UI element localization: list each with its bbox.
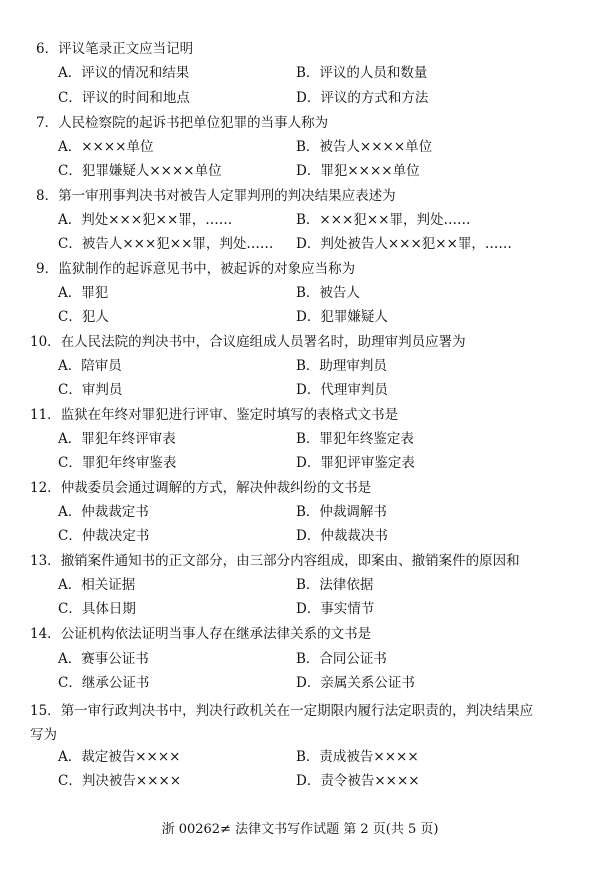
question-number: 12． <box>30 480 61 496</box>
option-15c: C．判决被告×××× <box>58 773 182 789</box>
question-9 <box>36 260 566 278</box>
question-number: 7． <box>36 115 59 131</box>
question-number: 14． <box>30 626 61 642</box>
option-14c: C．继承公证书 <box>58 675 150 691</box>
question-stem: 监狱在年终对罪犯进行评审、鉴定时填写的表格式文书是 <box>60 407 399 423</box>
option-11a: A．罪犯年终评审表 <box>58 431 176 447</box>
option-13d: D．事实情节 <box>296 601 375 617</box>
question-number: 10． <box>30 334 61 350</box>
option-13a: A．相关证据 <box>58 577 136 593</box>
option-10b: B．助理审判员 <box>296 358 387 374</box>
option-9d: D．犯罪嫌疑人 <box>296 309 388 325</box>
option-11c: C．罪犯年终审鉴表 <box>58 455 177 471</box>
question-15 <box>30 699 534 747</box>
question-10 <box>30 333 566 351</box>
option-8a: A．判处×××犯××罪，…… <box>58 212 233 228</box>
option-9c: C．犯人 <box>58 309 109 325</box>
question-7 <box>36 114 566 132</box>
question-8 <box>36 187 566 205</box>
option-13b: B．法律依据 <box>296 577 374 593</box>
option-12b: B．仲裁调解书 <box>296 504 387 520</box>
option-6d: D．评议的方式和方法 <box>296 90 429 106</box>
question-13 <box>30 552 566 570</box>
option-11d: D．罪犯评审鉴定表 <box>296 455 415 471</box>
question-stem: 仲裁委员会通过调解的方式，解决仲裁纠纷的文书是 <box>60 480 372 496</box>
option-6c: C．评议的时间和地点 <box>58 90 190 106</box>
question-6 <box>36 40 566 58</box>
option-12c: C．仲裁决定书 <box>58 528 150 544</box>
option-10d: D．代理审判员 <box>296 382 388 398</box>
option-12a: A．仲裁裁定书 <box>58 504 149 520</box>
question-stem: 公证机构依法证明当事人存在继承法律关系的文书是 <box>60 626 372 642</box>
option-6b: B．评议的人员和数量 <box>296 65 428 81</box>
option-15d: D．责令被告×××× <box>296 773 420 789</box>
question-stem: 监狱制作的起诉意见书中，被起诉的对象应当称为 <box>58 261 356 277</box>
option-7a: A．××××单位 <box>58 139 154 155</box>
question-stem: 第一审行政判决书中，判决行政机关在一定期限内履行法定职责的，判决结果应写为 <box>30 703 534 743</box>
question-number: 9． <box>36 261 59 277</box>
option-13c: C．具体日期 <box>58 601 136 617</box>
question-number: 6． <box>36 41 59 57</box>
option-14b: B．合同公证书 <box>296 651 387 667</box>
option-15b: B．责成被告×××× <box>296 749 419 765</box>
question-stem: 人民检察院的起诉书把单位犯罪的当事人称为 <box>58 115 329 131</box>
question-stem: 评议笔录正文应当记明 <box>58 41 194 57</box>
question-12 <box>30 479 566 497</box>
question-number: 13． <box>30 553 61 569</box>
option-7b: B．被告人××××单位 <box>296 139 433 155</box>
option-8c: C．被告人×××犯××罪，判处…… <box>58 236 274 252</box>
question-stem: 撤销案件通知书的正文部分，由三部分内容组成，即案由、撤销案件的原因和 <box>60 553 520 569</box>
option-7d: D．罪犯××××单位 <box>296 163 420 179</box>
question-stem: 第一审刑事判决书对被告人定罪判刑的判决结果应表述为 <box>58 188 396 204</box>
question-14 <box>30 625 566 643</box>
question-number: 11． <box>30 407 61 423</box>
option-12d: D．仲裁裁决书 <box>296 528 388 544</box>
option-14d: D．亲属关系公证书 <box>296 675 415 691</box>
question-number: 15． <box>30 703 61 719</box>
option-9b: B．被告人 <box>296 285 360 301</box>
question-number: 8． <box>36 188 59 204</box>
option-10a: A．陪审员 <box>58 358 122 374</box>
option-9a: A．罪犯 <box>58 285 109 301</box>
question-11 <box>30 406 566 424</box>
option-11b: B．罪犯年终鉴定表 <box>296 431 414 447</box>
option-7c: C．犯罪嫌疑人××××单位 <box>58 163 222 179</box>
option-6a: A．评议的情况和结果 <box>58 65 190 81</box>
question-stem: 在人民法院的判决书中，合议庭组成人员署名时，助理审判员应署为 <box>60 334 466 350</box>
option-8b: B．×××犯××罪，判处…… <box>296 212 471 228</box>
option-14a: A．赛事公证书 <box>58 651 149 667</box>
page-footer: 浙 00262≠ 法律文书写作试题 第 2 页(共 5 页) <box>161 822 439 837</box>
option-8d: D．判处被告人×××犯××罪，…… <box>296 236 512 252</box>
option-10c: C．审判员 <box>58 382 123 398</box>
option-15a: A．裁定被告×××× <box>58 749 181 765</box>
